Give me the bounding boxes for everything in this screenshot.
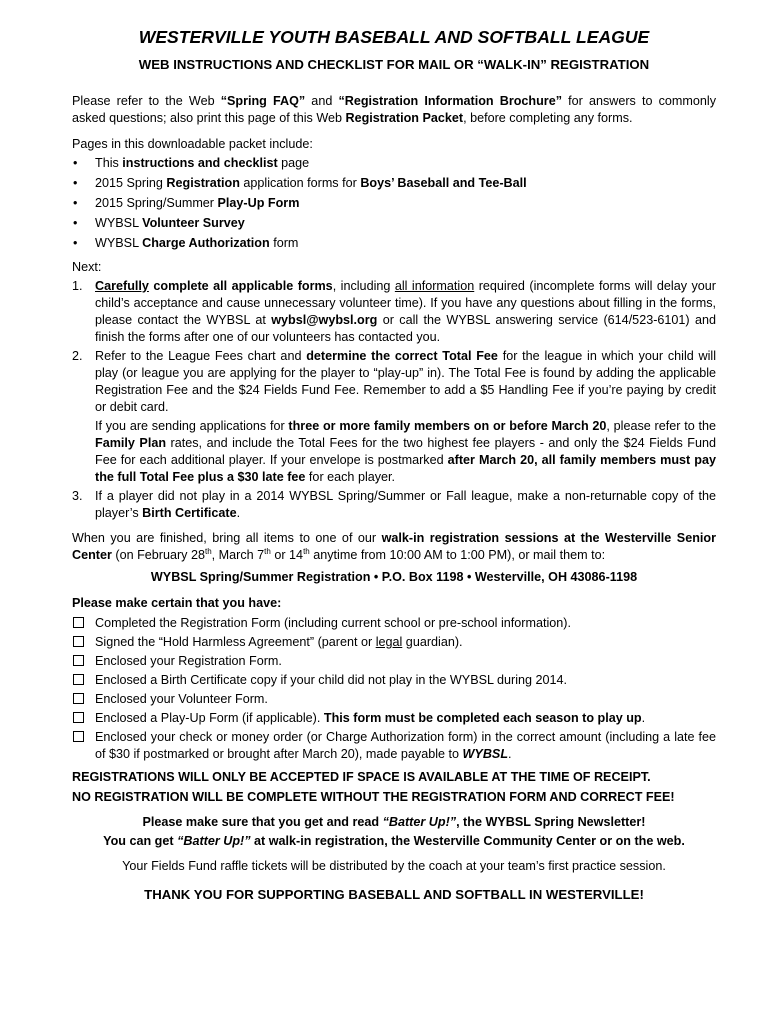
step-2: 2. Refer to the League Fees chart and determine the correct Total Fee for the league in which your child will play (or league you are applying for the player to “play-up” in). The Total Fee is found by adding the applicable Registration Fee and the $24 Fields Fund Fee. Remember to add a $5 Handling Fee if you’re paying by credit or debit card. If you are sending applications for three or more family members on or before March 20, please refer to the Family Plan rates, and include the Total Fees for the two highest fee players - and only the $24 Fields Fund Fee for each additional player. If your envelope is postmarked after March 20, all family members must pay the full Total Fee plus a $30 late fee for each player. <box>72 349 716 484</box>
list-item: • WYBSL Volunteer Survey <box>73 216 245 230</box>
checklist-item: Enclosed your Registration Form. <box>72 653 716 670</box>
family-plan-paragraph: If you are sending applications for three or more family members on or before March 20, please refer to the Family Plan rates, and include the Total Fees for the two highest fee players - and only the $24 Fields Fund Fee for each additional player. If your envelope is postmarked after March 20, all family members must pay the full Total Fee plus a $30 late fee for each player. <box>95 419 716 484</box>
checkbox[interactable] <box>73 636 84 647</box>
intro-text: , before completing any forms. <box>463 111 633 125</box>
bullet-icon: • <box>73 216 78 230</box>
intro-text: Please refer to the Web <box>72 94 221 108</box>
checklist-item: Enclosed your Volunteer Form. <box>72 691 716 708</box>
contact-email: wybsl@wybsl.org <box>271 313 378 327</box>
instructions-subtitle: WEB INSTRUCTIONS AND CHECKLIST FOR MAIL OR “WALK-IN” REGISTRATION <box>138 57 650 72</box>
bullet-icon: • <box>73 176 78 190</box>
checklist-lead: Please make certain that you have: <box>72 596 282 610</box>
finish-paragraph: When you are finished, bring all items to one of our walk-in registration sessions at the Westerville Senior Center (on February 28th, March 7th or 14th anytime from 10:00 AM to 1:00 PM), or mail them to: <box>72 531 716 562</box>
spring-faq-ref: “Spring FAQ” <box>220 94 306 108</box>
thank-you-banner: THANK YOU FOR SUPPORTING BASEBALL AND SOFTBALL IN WESTERVILLE! <box>144 887 644 902</box>
bullet-icon: • <box>73 196 78 210</box>
list-item: • WYBSL Charge Authorization form <box>73 236 299 250</box>
list-item: • 2015 Spring/Summer Play-Up Form <box>73 196 300 210</box>
checkbox[interactable] <box>73 693 84 704</box>
intro-text: for answers to commonly asked questions; also print this page of this Web <box>72 94 716 125</box>
notice-space-available: REGISTRATIONS WILL ONLY BE ACCEPTED IF SPACE IS AVAILABLE AT THE TIME OF RECEIPT. <box>72 770 651 784</box>
registration-packet-ref: Registration Packet <box>345 111 464 125</box>
checkbox[interactable] <box>73 674 84 685</box>
checklist-item: Completed the Registration Form (including current school or pre-school information). <box>72 615 716 632</box>
packet-pages-list <box>72 155 716 252</box>
next-label: Next: <box>72 260 102 274</box>
list-item: • This instructions and checklist page <box>73 156 310 170</box>
notice-form-and-fee: NO REGISTRATION WILL BE COMPLETE WITHOUT THE REGISTRATION FORM AND CORRECT FEE! <box>72 790 675 804</box>
checkbox[interactable] <box>73 655 84 666</box>
brochure-ref: “Registration Information Brochure” <box>338 94 563 108</box>
intro-text: and <box>305 94 339 108</box>
league-title: WESTERVILLE YOUTH BASEBALL AND SOFTBALL LEAGUE <box>138 27 650 47</box>
checklist <box>72 615 716 763</box>
step-1: 1. Carefully complete all applicable forms, including all information required (incomplete forms will delay your child’s acceptance and cause unnecessary volunteer time). If you have any questions about filling in the forms, please contact the WYBSL at wybsl@wybsl.org or call the WYBSL answering service (614/523-6101) and finish the forms after one of our volunteers has contacted you. <box>72 279 716 344</box>
newsletter-line-2: You can get “Batter Up!” at walk-in registration, the Westerville Community Center or on the web. <box>103 834 685 848</box>
checklist-item: Enclosed your check or money order (or Charge Authorization form) in the correct amount (including a late fee of $30 if postmarked or brought after March 20), made payable to WYBSL. <box>72 729 716 763</box>
checklist-item: Enclosed a Play-Up Form (if applicable). This form must be completed each season to play up. <box>72 710 716 727</box>
mailing-address: WYBSL Spring/Summer Registration • P.O. Box 1198 • Westerville, OH 43086-1198 <box>150 570 638 584</box>
bullet-icon: • <box>73 236 78 250</box>
packet-pages-lead: Pages in this downloadable packet include: <box>72 137 313 151</box>
steps-list <box>72 278 716 522</box>
raffle-note: Your Fields Fund raffle tickets will be distributed by the coach at your team’s first practice session. <box>122 859 666 873</box>
newsletter-line-1: Please make sure that you get and read “Batter Up!”, the WYBSL Spring Newsletter! <box>142 815 646 829</box>
checklist-item: Signed the “Hold Harmless Agreement” (parent or legal guardian). <box>72 634 716 651</box>
list-item: • 2015 Spring Registration application forms for Boys’ Baseball and Tee-Ball <box>73 176 527 190</box>
checkbox[interactable] <box>73 617 84 628</box>
checklist-item: Enclosed a Birth Certificate copy if your child did not play in the WYBSL during 2014. <box>72 672 716 689</box>
step-3: 3. If a player did not play in a 2014 WYBSL Spring/Summer or Fall league, make a non-returnable copy of the player’s Birth Certificate. <box>72 489 716 520</box>
intro-paragraph <box>72 93 716 127</box>
bullet-icon: • <box>73 156 78 170</box>
checkbox[interactable] <box>73 712 84 723</box>
checkbox[interactable] <box>73 731 84 742</box>
